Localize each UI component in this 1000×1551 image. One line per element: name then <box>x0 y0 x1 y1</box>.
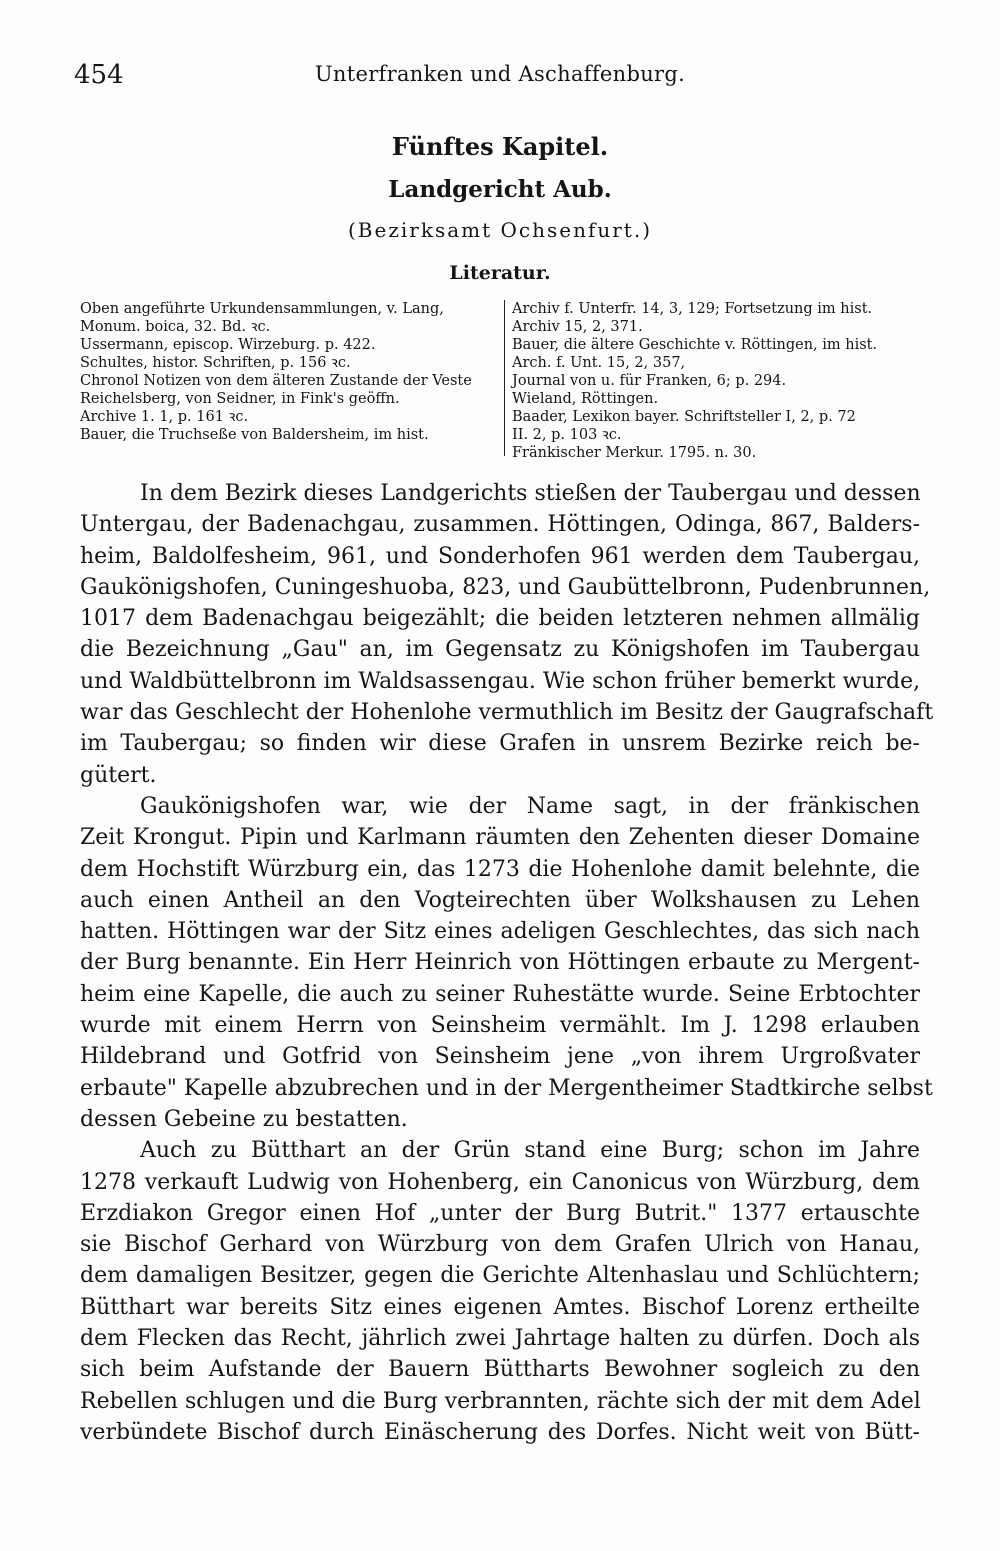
literature-column-divider <box>504 300 505 456</box>
literature-entry <box>80 426 500 444</box>
text-line: dessen Gebeine zu bestatten. <box>80 1106 408 1132</box>
text-line: dem damaligen Besitzer, gegen die Gerichte Altenhaslau und Schlüchtern; <box>80 1263 920 1289</box>
text-line: sie Bischof Gerhard von Würzburg von dem Grafen Ulrich von Hanau, <box>80 1232 920 1258</box>
literature-entry-line: Archiv 15, 2, 371. <box>512 319 643 335</box>
text-line: Zeit Krongut. Pipin und Karlmann räumten den Zehenten dieser Domaine <box>80 825 920 851</box>
text-line: dem Flecken das Recht, jährlich zwei Jahrtage halten zu dürfen. Doch als <box>80 1326 920 1352</box>
literature-entry <box>512 372 932 390</box>
text-line: Bütthart war bereits Sitz eines eigenen Amtes. Bischof Lorenz ertheilte <box>80 1294 920 1320</box>
text-line: Untergau, der Badenachgau, zusammen. Höttingen, Odinga, 867, Balders- <box>80 512 920 538</box>
literature-heading: Literatur. <box>449 262 551 284</box>
literature-entry-line: Monum. boica, 32. Bd. ꝛc. <box>80 319 271 335</box>
text-line: In dem Bezirk dieses Landgerichts stießen der Taubergau und dessen <box>140 481 921 506</box>
text-line: auch einen Antheil an den Vogteirechten über Wolkshausen zu Lehen <box>80 887 920 913</box>
literature-entry-line: Baader, Lexikon bayer. Schriftsteller I, 2, p. 72 <box>512 409 856 425</box>
literature-entry <box>512 408 932 444</box>
literature-entry-line: Archiv f. Unterfr. 14, 3, 129; Fortsetzung im hist. <box>512 301 873 317</box>
body-text <box>80 478 934 1448</box>
literature-entry-line: Chronol Notizen von dem älteren Zustande der Veste <box>80 373 472 389</box>
literature-entry-line: Wieland, Röttingen. <box>512 391 659 407</box>
literature-entry-line: Ussermann, episcop. Wirzeburg. p. 422. <box>80 337 376 353</box>
text-line: dem Hochstift Würzburg ein, das 1273 die Hohenlohe damit belehnte, die <box>80 856 920 882</box>
text-line: verbündete Bischof durch Einäscherung des Dorfes. Nicht weit von Bütt- <box>80 1419 920 1445</box>
text-line: heim, Baldolfesheim, 961, und Sonderhofen 961 werden dem Taubergau, <box>80 543 920 569</box>
literature-entry <box>512 390 932 408</box>
text-line: die Bezeichnung „Gau" an, im Gegensatz zu Königshofen im Taubergau <box>80 637 920 663</box>
chapter-title: Fünftes Kapitel. <box>391 132 609 161</box>
text-line: Gaukönigshofen war, wie der Name sagt, in der fränkischen <box>140 793 920 819</box>
literature-entry-line: II. 2, p. 103 ꝛc. <box>512 427 622 443</box>
literature-entry-line: Arch. f. Unt. 15, 2, 357, <box>512 355 686 371</box>
literature-entry <box>512 444 932 462</box>
text-line: hatten. Höttingen war der Sitz eines adeligen Geschlechtes, das sich nach <box>80 919 920 945</box>
literature-entry-line: Schultes, histor. Schriften, p. 156 ꝛc. <box>80 355 351 371</box>
text-line: erbaute" Kapelle abzubrechen und in der Mergentheimer Stadtkirche selbst <box>80 1075 933 1101</box>
literature-entry <box>80 372 500 426</box>
literature-entry-line: Bauer, die ältere Geschichte v. Röttingen, im hist. <box>512 337 878 353</box>
literature-right-column <box>512 300 932 462</box>
text-line: gütert. <box>80 762 157 788</box>
text-line: Erzdiakon Gregor einen Hof „unter der Burg Butrit." 1377 ertauschte <box>80 1200 920 1226</box>
literature-entry-line: Archive 1. 1, p. 161 ꝛc. <box>80 409 249 425</box>
text-line: 1017 dem Badenachgau beigezählt; die beiden letzteren nehmen allmälig <box>80 606 920 632</box>
literature-entry <box>512 336 932 372</box>
literature-entry-line: Bauer, die Truchseße von Baldersheim, im hist. <box>80 427 429 443</box>
text-line: Gaukönigshofen, Cuningeshuoba, 823, und Gaubüttelbronn, Pudenbrunnen, <box>80 574 931 600</box>
literature-entry <box>80 336 500 354</box>
literature-entry-line: Oben angeführte Urkundensammlungen, v. Lang, <box>80 301 444 317</box>
text-line: Rebellen schlugen und die Burg verbrannten, rächte sich der mit dem Adel <box>80 1388 921 1414</box>
literature-entry <box>80 354 500 372</box>
literature-entry-line: Fränkischer Merkur. 1795. n. 30. <box>512 445 757 461</box>
text-line: wurde mit einem Herrn von Seinsheim vermählt. Im J. 1298 erlauben <box>80 1013 920 1039</box>
district-note: (Bezirksamt Ochsenfurt.) <box>348 218 652 242</box>
page-number: 454 <box>74 60 124 90</box>
literature-entry <box>512 300 932 336</box>
court-title: Landgericht Aub. <box>388 176 612 203</box>
literature-left-column <box>80 300 500 444</box>
text-line: sich beim Aufstande der Bauern Büttharts Bewohner sogleich zu den <box>80 1357 920 1383</box>
text-line: heim eine Kapelle, die auch zu seiner Ruhestätte wurde. Seine Erbtochter <box>80 981 920 1007</box>
text-line: der Burg benannte. Ein Herr Heinrich von Höttingen erbaute zu Mergent- <box>80 950 920 976</box>
text-line: im Taubergau; so finden wir diese Grafen in unsrem Bezirke reich be- <box>80 731 920 757</box>
text-line: und Waldbüttelbronn im Waldsassengau. Wie schon früher bemerkt wurde, <box>80 668 921 694</box>
literature-entry-line: Reichelsberg, von Seidner, in Fink's geöffn. <box>80 391 400 407</box>
running-head: Unterfranken und Aschaffenburg. <box>314 62 686 86</box>
text-line: Hildebrand und Gotfrid von Seinsheim jene „von ihrem Urgroßvater <box>80 1044 920 1070</box>
text-line: 1278 verkauft Ludwig von Hohenberg, ein Canonicus von Würzburg, dem <box>80 1169 920 1195</box>
literature-entry-line: Journal von u. für Franken, 6; p. 294. <box>512 373 787 389</box>
literature-entry <box>80 300 500 336</box>
text-line: Auch zu Bütthart an der Grün stand eine Burg; schon im Jahre <box>140 1138 920 1164</box>
text-line: war das Geschlecht der Hohenlohe vermuthlich im Besitz der Gaugrafschaft <box>80 700 934 726</box>
